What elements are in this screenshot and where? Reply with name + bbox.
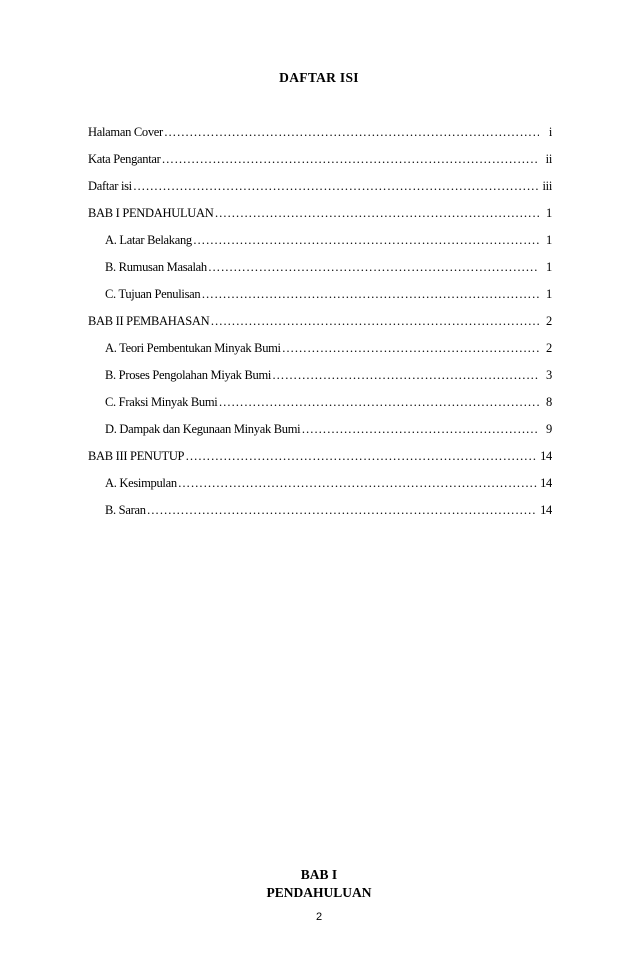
toc-entry-tujuan-penulisan[interactable] — [88, 286, 552, 313]
toc-entry-page: 2 — [546, 341, 552, 355]
toc-entry-daftar-isi[interactable] — [88, 178, 552, 205]
toc-entry-page: 3 — [546, 368, 552, 382]
toc-leader-dots — [178, 475, 537, 491]
toc-entry-kesimpulan[interactable] — [88, 475, 552, 502]
toc-entry-label: A. Latar Belakang — [105, 233, 192, 247]
chapter-title: PENDAHULUAN — [266, 885, 372, 900]
toc-leader-dots — [210, 313, 539, 329]
toc-leader-dots — [201, 286, 539, 302]
toc-leader-dots — [193, 232, 539, 248]
toc-entry-label: Kata Pengantar — [88, 152, 161, 166]
toc-entry-page: 2 — [546, 314, 552, 328]
chapter-number: BAB I — [300, 867, 338, 882]
toc-entry-rumusan-masalah[interactable] — [88, 259, 552, 286]
toc-entry-label: BAB I PENDAHULUAN — [88, 206, 214, 220]
toc-leader-dots — [218, 394, 539, 410]
toc-entry-page: 1 — [546, 233, 552, 247]
page-number: 2 — [315, 911, 323, 923]
toc-entry-label: BAB II PEMBAHASAN — [88, 314, 210, 328]
toc-title: DAFTAR ISI — [279, 70, 359, 85]
toc-entry-label: B. Rumusan Masalah — [105, 260, 207, 274]
toc-entry-bab-1[interactable] — [88, 205, 552, 232]
chapter-heading — [0, 866, 638, 902]
toc-entry-label: D. Dampak dan Kegunaan Minyak Bumi — [105, 422, 301, 436]
toc-entry-bab-2[interactable] — [88, 313, 552, 340]
toc-entry-page: 1 — [546, 260, 552, 274]
toc-entry-label: C. Fraksi Minyak Bumi — [105, 395, 218, 409]
toc-entry-proses-pengolahan[interactable] — [88, 367, 552, 394]
toc-entry-page: 8 — [546, 395, 552, 409]
toc-entry-page: ii — [545, 152, 552, 166]
toc-entry-bab-3[interactable] — [88, 448, 552, 475]
toc-leader-dots — [208, 259, 539, 275]
toc-entry-kata-pengantar[interactable] — [88, 151, 552, 178]
toc-entry-fraksi-minyak[interactable] — [88, 394, 552, 421]
toc-entry-page: 9 — [546, 422, 552, 436]
toc-leader-dots — [164, 124, 539, 140]
toc-entry-page: iii — [542, 179, 552, 193]
toc-entry-label: Daftar isi — [88, 179, 132, 193]
toc-entry-page: i — [548, 125, 552, 139]
toc-entry-halaman-cover[interactable] — [88, 124, 552, 151]
toc-leader-dots — [272, 367, 539, 383]
toc-leader-dots — [147, 502, 537, 518]
toc-entry-page: 14 — [540, 503, 552, 517]
toc-entry-page: 14 — [540, 476, 552, 490]
toc-entry-page: 1 — [546, 206, 552, 220]
toc-entry-label: B. Proses Pengolahan Miyak Bumi — [105, 368, 272, 382]
toc-entry-page: 1 — [546, 287, 552, 301]
toc-entry-teori-pembentukan[interactable] — [88, 340, 552, 367]
toc-entry-label: BAB III PENUTUP — [88, 449, 185, 463]
toc-leader-dots — [301, 421, 539, 437]
toc-entry-label: Halaman Cover — [88, 125, 163, 139]
toc-leader-dots — [282, 340, 539, 356]
toc-leader-dots — [162, 151, 539, 167]
toc-entry-label: A. Teori Pembentukan Minyak Bumi — [105, 341, 281, 355]
toc-leader-dots — [214, 205, 539, 221]
toc-entry-label: A. Kesimpulan — [105, 476, 177, 490]
toc-entry-page: 14 — [540, 449, 552, 463]
toc-leader-dots — [185, 448, 537, 464]
toc-entry-latar-belakang[interactable] — [88, 232, 552, 259]
toc-entry-dampak-kegunaan[interactable] — [88, 421, 552, 448]
toc-entry-label: C. Tujuan Penulisan — [105, 287, 201, 301]
toc-entry-label: B. Saran — [105, 503, 146, 517]
table-of-contents — [88, 124, 552, 529]
toc-entry-saran[interactable] — [88, 502, 552, 529]
toc-leader-dots — [133, 178, 539, 194]
